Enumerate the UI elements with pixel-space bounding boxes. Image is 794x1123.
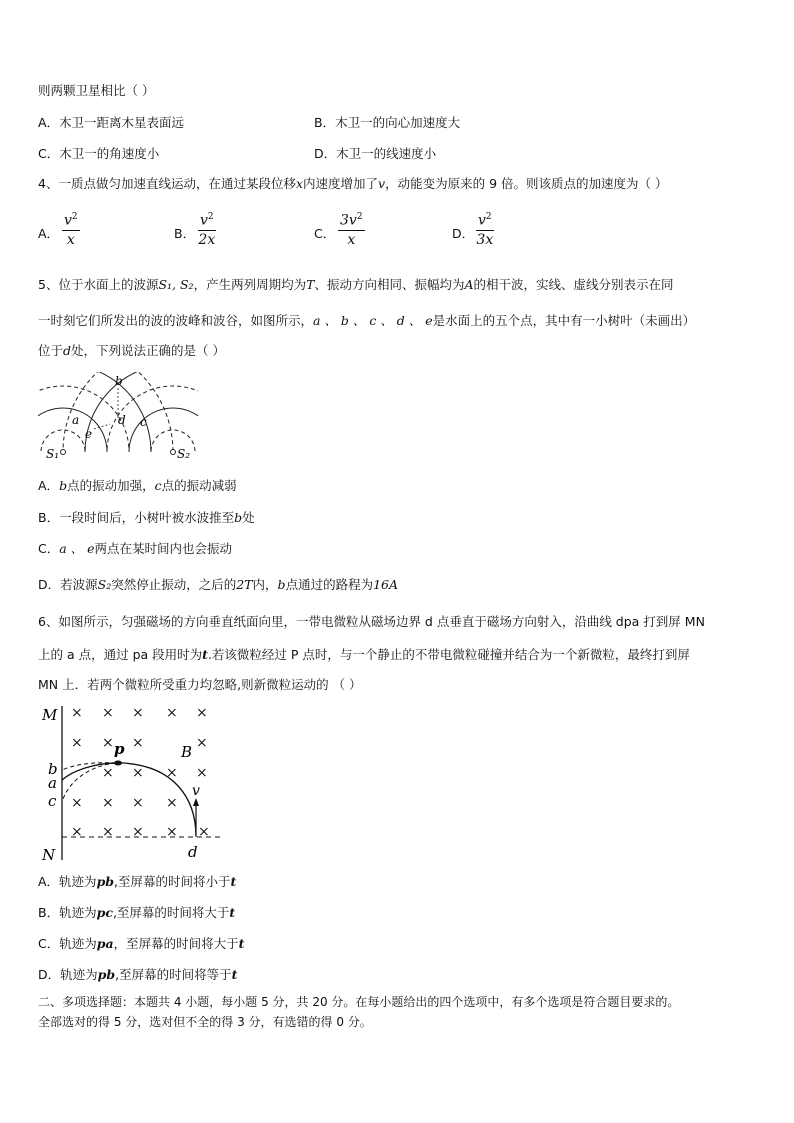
field-cross: ×: [132, 824, 144, 840]
point-p-marker: [114, 761, 122, 766]
label-s1: S₁: [46, 447, 60, 461]
field-cross: ×: [198, 824, 210, 840]
label-s2: S₂: [177, 447, 191, 461]
q3-option-b[interactable]: B．木卫一的向心加速度大: [314, 115, 461, 130]
label-B: B: [181, 743, 193, 761]
q3-option-d[interactable]: D．木卫一的线速度小: [314, 146, 437, 161]
velocity-arrowhead: [193, 798, 199, 806]
q5-option-d[interactable]: D．若波源S₂突然停止振动，之后的2T内，b点通过的路程为16A: [38, 577, 399, 592]
q4-option-a-fraction[interactable]: $\frac{v^2}{x}$: [64, 212, 78, 248]
q6-stem-line-2: 上的 a 点，通过 pa 段用时为t.若该微粒经过 P 点时，与一个静止的不带电微粒碰撞并结合为一个新微粒，最终打到屏: [38, 647, 690, 662]
label-c: c: [140, 415, 147, 429]
field-cross: ×: [196, 735, 208, 751]
label-d: d: [118, 413, 126, 427]
label-c: c: [48, 792, 57, 810]
field-cross: ×: [166, 705, 178, 721]
q3-option-a[interactable]: A．木卫一距离木星表面远: [38, 115, 185, 130]
q4-option-b-fraction[interactable]: $\frac{v^2}{2x}$: [198, 212, 216, 248]
q5-stem-line-1: 5、位于水面上的波源S₁, S₂，产生两列周期均为T、振动方向相同、振幅均为A的相干波，实线、虚线分别表示在同: [38, 277, 674, 292]
label-M: M: [42, 706, 58, 724]
q4-option-d-fraction[interactable]: $\frac{v^2}{3x}$: [476, 212, 494, 248]
label-e: e: [85, 427, 93, 441]
field-cross: ×: [196, 705, 208, 721]
q4-option-d-label[interactable]: D．: [452, 226, 475, 241]
field-cross: ×: [132, 705, 144, 721]
field-cross: ×: [102, 765, 114, 781]
field-cross: ×: [166, 824, 178, 840]
field-cross: ×: [196, 765, 208, 781]
q3-stem: 则两颗卫星相比（ ）: [38, 83, 155, 98]
section2-instructions-line-2: 全部选对的得 5 分，选对但不全的得 3 分，有选错的得 0 分。: [38, 1015, 372, 1029]
label-p: p: [114, 740, 125, 758]
q6-option-b[interactable]: B．轨迹为pc,至屏幕的时间将大于t: [38, 905, 236, 920]
e-guide: [94, 424, 110, 429]
field-cross: ×: [71, 795, 83, 811]
q5-option-a[interactable]: A．b点的振动加强，c点的振动减弱: [38, 478, 237, 493]
q5-stem-line-2: 一时刻它们所发出的波的波峰和波谷，如图所示，a 、 b 、 c 、 d 、 e是水面上的五个点，其中有一小树叶（未画出）: [38, 313, 696, 328]
q6-option-c[interactable]: C．轨迹为pa，至屏幕的时间将大于t: [38, 936, 245, 951]
field-cross: ×: [71, 705, 83, 721]
s2-source: [171, 450, 176, 455]
q5-option-c[interactable]: C．a 、 e两点在某时间内也会振动: [38, 541, 233, 556]
label-a: a: [48, 774, 57, 792]
q6-stem-line-1: 6、如图所示，匀强磁场的方向垂直纸面向里，一带电微粒从磁场边界 d 点垂直于磁场方向射入，沿曲线 dpa 打到屏 MN: [38, 614, 705, 629]
q4-option-a-label[interactable]: A．: [38, 226, 60, 241]
field-cross: ×: [102, 795, 114, 811]
q6-option-a[interactable]: A．轨迹为pb,至屏幕的时间将小于t: [38, 874, 237, 889]
label-a: a: [72, 413, 80, 427]
field-cross: ×: [132, 795, 144, 811]
field-cross: ×: [166, 795, 178, 811]
q5-option-b[interactable]: B．一段时间后，小树叶被水波推至b处: [38, 510, 255, 525]
label-v: v: [192, 783, 200, 799]
s1-source: [61, 450, 66, 455]
q4-option-c-label[interactable]: C．: [314, 226, 336, 241]
label-b: b: [48, 760, 58, 778]
field-cross: ×: [71, 735, 83, 751]
q4-stem: 4、一质点做匀加速直线运动，在通过某段位移x内速度增加了v，动能变为原来的 9 倍。则该质点的加速度为（ ）: [38, 176, 668, 191]
q3-option-c[interactable]: C．木卫一的角速度小: [38, 146, 160, 161]
section2-instructions-line-1: 二、多项选择题：本题共 4 小题，每小题 5 分，共 20 分。在每小题给出的四个选项中，有多个选项是符合题目要求的。: [38, 995, 680, 1009]
q5-stem-line-3: 位于d处，下列说法正确的是（ ）: [38, 343, 226, 358]
field-cross: ×: [132, 735, 144, 751]
field-cross: ×: [71, 824, 83, 840]
wave-interference-figure: [38, 372, 198, 464]
q4-option-c-fraction[interactable]: $\frac{3v^2}{x}$: [340, 212, 363, 248]
field-cross: ×: [102, 824, 114, 840]
q6-option-d[interactable]: D．轨迹为pb,至屏幕的时间将等于t: [38, 967, 238, 982]
label-N: N: [42, 846, 56, 862]
label-b: b: [115, 374, 123, 388]
field-cross: ×: [102, 705, 114, 721]
q6-stem-line-3: MN 上．若两个微粒所受重力均忽略,则新微粒运动的 （ ）: [38, 677, 362, 692]
field-cross: ×: [166, 765, 178, 781]
field-cross: ×: [132, 765, 144, 781]
magnetic-field-figure: [38, 702, 228, 862]
label-d: d: [188, 843, 198, 861]
q4-option-b-label[interactable]: B．: [174, 226, 196, 241]
field-cross: ×: [102, 735, 114, 751]
